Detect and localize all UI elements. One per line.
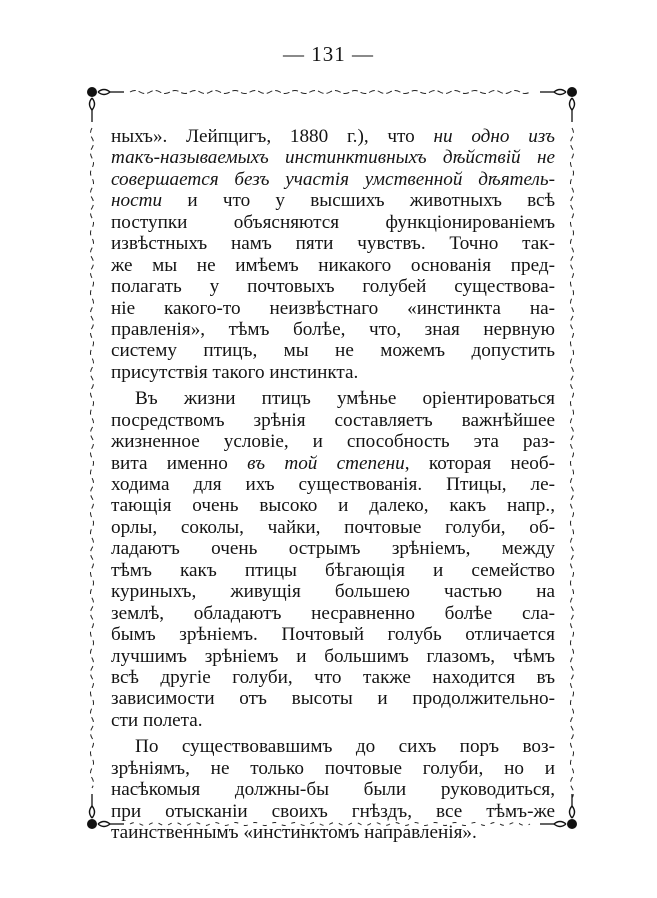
text-run: правленія», тѣмъ болѣе, что, зная нервную [111,318,555,340]
text-line [111,340,555,361]
text-line [111,453,555,474]
text-line [111,212,555,233]
text-run: орлы, соколы, чайки, почтовые голуби, об- [111,516,555,538]
text-line [111,190,555,211]
text-line [111,801,555,822]
text-line [111,495,555,516]
text-run: куриныхъ, живущія большею частью на [111,581,555,603]
text-run: Въ жизни птицъ умѣнье оріентироваться [135,388,555,410]
text-line [111,319,555,340]
italic-run: такъ-называемыхъ инстинктивныхъ дѣйствій не [111,147,555,169]
text-line [111,388,555,409]
text-line [111,560,555,581]
text-line [111,362,555,383]
border-left-edge [91,128,94,788]
text-line [111,126,555,147]
text-run: ніе какого-то неизвѣстнаго «инстинкта на- [111,297,555,319]
text-line [111,710,555,731]
text-line [111,538,555,559]
text-line [111,736,555,757]
italic-run: совершается безъ участія умственной дѣятель- [111,168,555,190]
text-run: полагать у почтовыхъ голубей существова- [111,276,555,298]
text-line [111,169,555,190]
text-run: поступки объясняются функціонированіемъ [111,211,555,233]
text-line [111,431,555,452]
text-line [111,581,555,602]
text-run: лучшимъ зрѣніемъ и большимъ глазомъ, чѣмъ [111,645,555,667]
text-run: же мы не имѣемъ никакого основанія пред- [111,254,555,276]
text-run: при отысканіи своихъ гнѣздъ, все тѣмъ-же [111,800,555,822]
text-run: ладаютъ очень острымъ зрѣніемъ, между [111,538,555,560]
text-run: таинственнымъ «инстинктомъ направленія». [111,822,477,843]
border-top-edge [130,91,530,94]
text-run: жизненное условіе, и способность эта раз- [111,431,555,453]
text-run: насѣкомыя должны-бы были руководиться, [111,779,555,801]
text-run: ходима для ихъ существованія. Птицы, ле- [111,474,555,495]
text-line [111,779,555,800]
text-line [111,822,555,843]
text-run: тѣмъ какъ птицы бѣгающія и семейство [111,559,555,581]
text-run: извѣстныхъ намъ пяти чувствъ. Точно так- [111,233,555,255]
corner-ornament-top-right [540,87,577,122]
text-run: вита именно [111,452,248,474]
text-run: , которая необ- [404,452,555,474]
text-run: зависимости отъ высоты и продолжительно- [111,688,555,710]
text-line [111,255,555,276]
text-run: зрѣніямъ, не только почтовые голуби, но и [111,757,555,779]
text-run: посредствомъ зрѣнія составляетъ важнѣйшее [111,409,555,431]
text-run: всѣ другіе голуби, что также находится въ [111,666,555,688]
text-run: тающія очень высоко и далеко, какъ напр., [111,495,555,517]
text-run: и что у высшихъ животныхъ всѣ [162,190,555,212]
text-line [111,758,555,779]
text-line [111,603,555,624]
text-line [111,474,555,495]
italic-run: ни одно изъ [433,126,555,147]
text-run: систему птицъ, мы не можемъ допустить [111,340,555,362]
text-line [111,646,555,667]
page-number: — 131 — [283,42,374,66]
text-run: По существовавшимъ до сихъ поръ воз- [135,736,555,758]
text-run: бымъ зрѣніемъ. Почтовый голубь отличается [111,624,555,646]
body-text [111,126,555,843]
text-line [111,517,555,538]
text-line [111,624,555,645]
corner-ornament-top-left [87,87,124,122]
text-line [111,147,555,168]
text-run: землѣ, обладаютъ несравненно болѣе сла- [111,602,555,624]
border-right-edge [571,128,574,798]
text-line [111,688,555,709]
text-line [111,233,555,254]
text-line [111,410,555,431]
text-line [111,667,555,688]
text-run: присутствія такого инстинкта. [111,361,359,383]
text-line [111,298,555,319]
italic-run: въ той степени [247,452,405,474]
text-run: ныхъ». Лейпцигъ, 1880 г.), что [111,126,434,147]
italic-run: ности [111,190,163,212]
text-line [111,276,555,297]
text-run: сти полета. [111,709,203,731]
